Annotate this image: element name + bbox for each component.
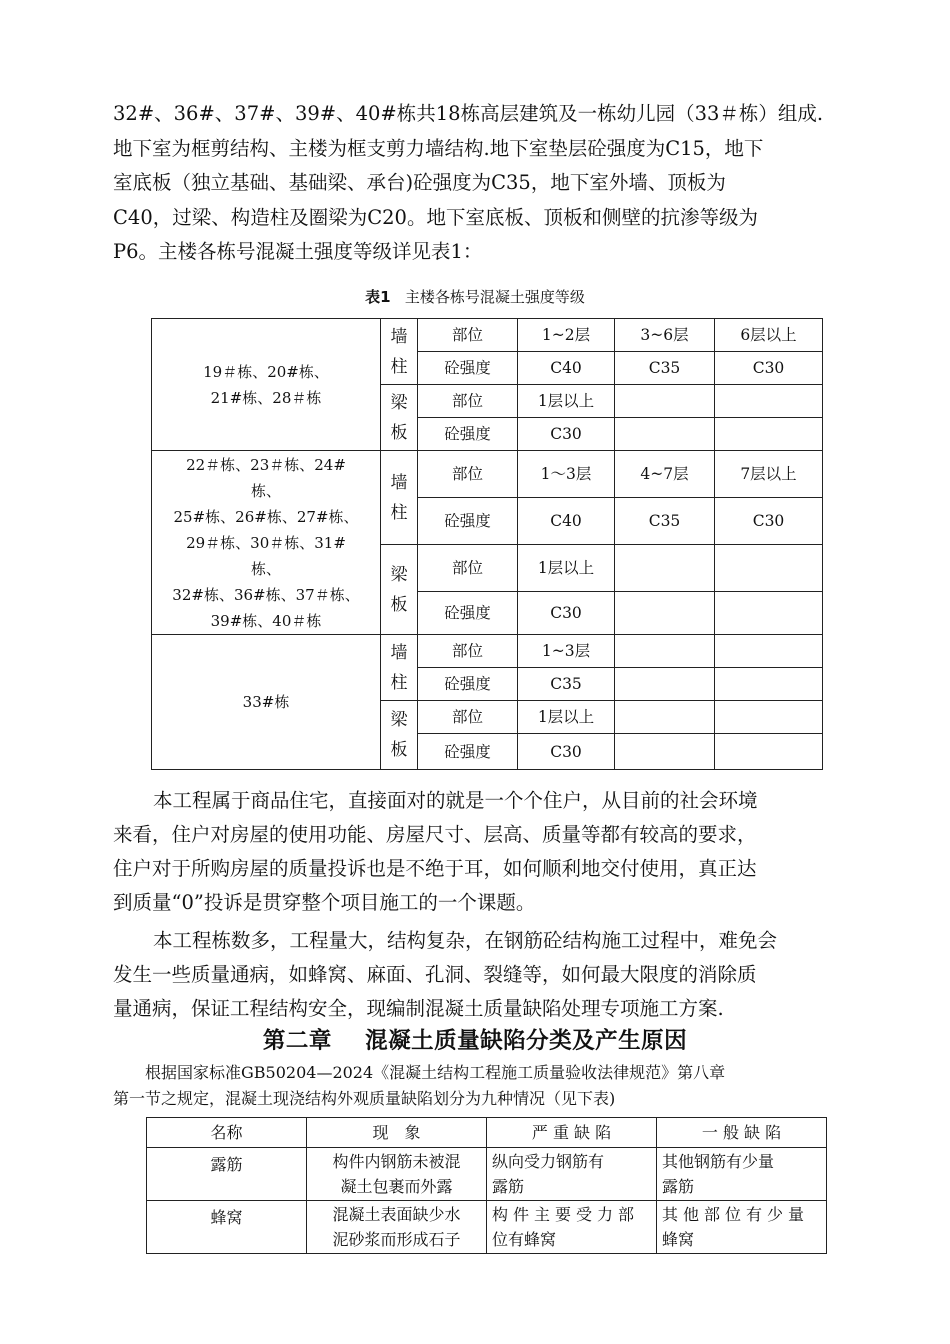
table1-caption-number: 表1 [365,288,391,306]
header-cell: 名称 [147,1118,307,1148]
empty-cell [715,545,823,592]
empty-cell [615,635,715,668]
row-label: 部位 [418,451,518,498]
strength-cell: C30 [518,418,615,451]
building-line: 33#栋 [242,693,290,711]
empty-cell [715,592,823,635]
strength-cell: C40 [518,498,615,545]
empty-cell [615,545,715,592]
serious-defect-cell: 纵向受力钢筋有 露筋 [487,1148,657,1201]
text-line: 32#、36#、37#、39#、40#栋共18栋高层建筑及一栋幼儿园（33＃栋）组成. [113,102,824,125]
building-group-cell [152,635,381,770]
row-label: 部位 [418,545,518,592]
table-row [152,319,823,352]
general-defect-cell: 其他部位有少量 蜂窝 [657,1201,827,1254]
empty-cell [715,734,823,770]
row-label: 砼强度 [418,668,518,701]
floor-cell: 1层以上 [518,385,615,418]
slab-column-label: 梁 板 [381,385,418,451]
empty-cell [615,701,715,734]
text-line: 地下室为框剪结构、主楼为框支剪力墙结构.地下室垫层砼强度为C15，地下 [113,136,764,160]
defect-name-cell: 露筋 [147,1148,307,1201]
empty-cell [615,592,715,635]
strength-cell: C30 [518,592,615,635]
row-label: 砼强度 [418,352,518,385]
standard-paragraph [113,1060,873,1112]
floor-cell: 6层以上 [715,319,823,352]
strength-cell: C35 [615,498,715,545]
building-line: 21#栋、28＃栋 [210,388,322,407]
empty-cell [615,668,715,701]
strength-cell: C30 [518,734,615,770]
strength-cell: C35 [615,352,715,385]
header-cell: 现 象 [307,1118,487,1148]
table-header-row [147,1118,827,1148]
table1-caption [0,286,950,307]
text-line: 本工程栋数多，工程量大，结构复杂，在钢筋砼结构施工过程中，难免会 [153,929,778,952]
building-line: 32#栋、36#栋、37＃栋、 [172,585,360,604]
floor-cell: 7层以上 [715,451,823,498]
building-line: 25#栋、26#栋、27#栋、 [173,507,359,526]
text-line: P6。主楼各栋号混凝土强度等级详见表1： [113,240,483,263]
text-line: 住户对于所购房屋的质量投诉也是不绝于耳，如何顺利地交付使用，真正达 [113,857,757,880]
defect-name-cell: 蜂窝 [147,1201,307,1254]
table1-caption-text: 主楼各栋号混凝土强度等级 [404,288,585,306]
strength-cell: C30 [715,352,823,385]
row-label: 部位 [418,635,518,668]
building-line: 19＃栋、20#栋、 [203,362,329,381]
building-line: 39#栋、40＃栋 [210,611,322,630]
floor-cell: 1层以上 [518,545,615,592]
row-label: 部位 [418,319,518,352]
building-group-cell [152,451,381,635]
strength-cell: C35 [518,668,615,701]
chapter-title: 混凝土质量缺陷分类及产生原因 [365,1028,688,1054]
text-line: 根据国家标准GB50204—2024《混凝土结构工程施工质量验收法律规范》第八章 [145,1063,726,1082]
row-label: 部位 [418,701,518,734]
building-line: 栋、 [250,481,281,500]
text-line: 发生一些质量通病，如蜂窝、麻面、孔洞、裂缝等，如何最大限度的消除质 [113,963,757,986]
empty-cell [715,668,823,701]
defect-classification-table [146,1117,827,1254]
wall-column-label: 墙 柱 [381,451,418,545]
phenomenon-cell: 混凝土表面缺少水 泥砂浆而形成石子 [307,1201,487,1254]
row-label: 砼强度 [418,592,518,635]
row-label: 部位 [418,385,518,418]
header-cell: 一 般 缺 陷 [657,1118,827,1148]
slab-column-label: 梁 板 [381,701,418,770]
floor-cell: 1~2层 [518,319,615,352]
empty-cell [715,418,823,451]
empty-cell [615,418,715,451]
text-line: 室底板（独立基础、基础梁、承台)砼强度为C35，地下室外墙、顶板为 [113,171,726,194]
floor-cell: 1~3层 [518,635,615,668]
wall-column-label: 墙 柱 [381,635,418,701]
floor-cell: 1～3层 [518,451,615,498]
building-line: 栋、 [250,559,281,578]
phenomenon-cell: 构件内钢筋未被混 凝土包裹而外露 [307,1148,487,1201]
table-row [152,635,823,668]
chapter-number: 第二章 [262,1028,332,1054]
slab-column-label: 梁 板 [381,545,418,635]
wall-column-label: 墙 柱 [381,319,418,385]
empty-cell [715,701,823,734]
empty-cell [715,635,823,668]
defects-paragraph [113,924,863,1026]
table-row [147,1201,827,1254]
concrete-strength-table [151,318,823,770]
residential-paragraph [113,784,863,920]
row-label: 砼强度 [418,418,518,451]
table-row [147,1148,827,1201]
floor-cell: 3~6层 [615,319,715,352]
empty-cell [615,385,715,418]
text-line: C40，过梁、构造柱及圈梁为C20。地下室底板、顶板和侧壁的抗渗等级为 [113,205,758,229]
strength-cell: C40 [518,352,615,385]
building-line: 29＃栋、30＃栋、31# [186,533,346,552]
general-defect-cell: 其他钢筋有少量 露筋 [657,1148,827,1201]
floor-cell: 1层以上 [518,701,615,734]
empty-cell [715,385,823,418]
header-cell: 严 重 缺 陷 [487,1118,657,1148]
serious-defect-cell: 构件主要受力部 位有蜂窝 [487,1201,657,1254]
table-row [152,451,823,498]
text-line: 来看，住户对房屋的使用功能、房屋尺寸、层高、质量等都有较高的要求， [113,823,757,846]
text-line: 量通病，保证工程结构安全，现编制混凝土质量缺陷处理专项施工方案. [113,997,724,1020]
empty-cell [615,734,715,770]
row-label: 砼强度 [418,734,518,770]
chapter-heading [0,1023,950,1055]
strength-cell: C30 [715,498,823,545]
text-line: 本工程属于商品住宅，直接面对的就是一个个住户，从目前的社会环境 [153,789,758,812]
text-line: 第一节之规定，混凝土现浇结构外观质量缺陷划分为九种情况（见下表) [113,1089,616,1108]
floor-cell: 4~7层 [615,451,715,498]
row-label: 砼强度 [418,498,518,545]
text-line: 到质量“0”投诉是贯穿整个项目施工的一个课题。 [113,891,536,914]
building-line: 22＃栋、23＃栋、24# [186,455,346,474]
building-group-cell [152,319,381,451]
intro-paragraph [113,97,863,270]
